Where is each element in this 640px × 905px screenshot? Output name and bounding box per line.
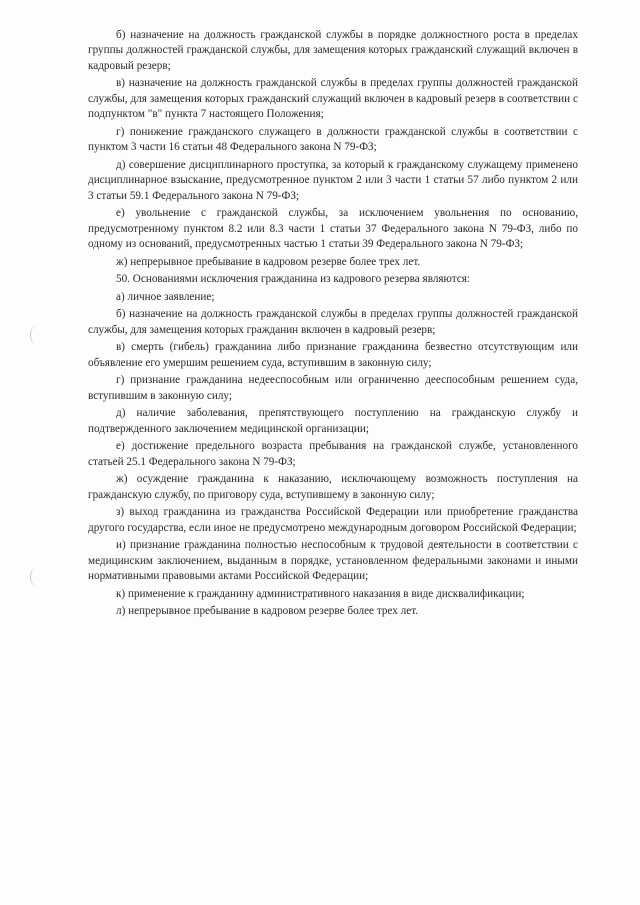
punch-hole-mark [30, 326, 42, 344]
paragraph-e-age-limit: е) достижение предельного возраста пребывания на гражданской службе, установленного статьей 25.1 Федерального закона N 79-ФЗ; [88, 440, 578, 468]
paragraph-g-incapacity: г) признание гражданина недееспособным или ограниченно дееспособным решением суда, вступившим в законную силу; [88, 374, 578, 402]
paragraph-i-disability: и) признание гражданина полностью неспособным к трудовой деятельности в соответствии с медицинским заключением, выданным в порядке, установленном федеральными законами и иными нормативными правовыми актами Российской Федерации; [88, 539, 578, 583]
paragraph-l-continuous-stay: л) непрерывное пребывание в кадровом резерве более трех лет. [116, 605, 419, 618]
paragraph-b-appointment: б) назначение на должность гражданской службы в пределах группы должностей гражданской службы, для замещения которых гражданин включен в кадровый резерв; [88, 308, 578, 336]
paragraph-zh-continuous-stay: ж) непрерывное пребывание в кадровом резерве более трех лет. [116, 255, 421, 268]
paragraph-d-illness: д) наличие заболевания, препятствующего поступлению на гражданскую службу и подтвержденного заключением медицинской организации; [88, 407, 578, 435]
paragraph-g-demotion: г) понижение гражданского служащего в должности гражданской службы в соответствии с пунктом 3 части 16 статьи 48 Федерального закона N 79-ФЗ; [88, 125, 578, 154]
document-body [88, 28, 578, 622]
paragraph-e-dismissal: е) увольнение с гражданской службы, за исключением увольнения по основанию, предусмотренному пунктом 8.2 или 8.3 части 1 статьи 37 Федерального закона N 79-ФЗ, либо по одному из оснований, предусмотренных частью 1 статьи 39 Федерального закона N 79-ФЗ; [88, 207, 578, 251]
section-50-heading: 50. Основаниями исключения гражданина из кадрового резерва являются: [116, 273, 471, 286]
punch-hole-mark [30, 568, 42, 586]
paragraph-b-promotion: б) назначение на должность гражданской службы в порядке должностного роста в пределах группы должностей гражданской службы, для замещения которых гражданский служащий включен в кадровый резерв; [88, 29, 578, 72]
paragraph-z-citizenship: з) выход гражданина из гражданства Российской Федерации или приобретение гражданства другого государства, если иное не предусмотрено международным договором Российской Федерации; [88, 506, 578, 534]
paragraph-v-death: в) смерть (гибель) гражданина либо признание гражданина безвестно отсутствующим или объявление его умершим решением суда, вступившим в законную силу; [88, 341, 578, 369]
paragraph-d-disciplinary: д) совершение дисциплинарного проступка, за который к гражданскому служащему применено дисциплинарное взыскание, предусмотренное пунктом 2 или 3 части 1 статьи 57 либо пунктом 2 или 3 статьи 59.1 Федерального закона N 79-ФЗ; [88, 158, 578, 202]
paragraph-a-personal-statement: а) личное заявление; [116, 290, 215, 303]
paragraph-k-disqualification: к) применение к гражданину административного наказания в виде дисквалификации; [116, 587, 525, 600]
paragraph-zh-conviction: ж) осуждение гражданина к наказанию, исключающему возможность поступления на гражданскую службу, по приговору суда, вступившему в законную силу; [88, 473, 578, 501]
paragraph-v-appointment: в) назначение на должность гражданской службы в пределах группы должностей гражданской службы, для замещения которых гражданский служащий включен в кадровый резерв в соответствии с подпунктом "в" пункта 7 настоящего Положения; [88, 77, 578, 121]
